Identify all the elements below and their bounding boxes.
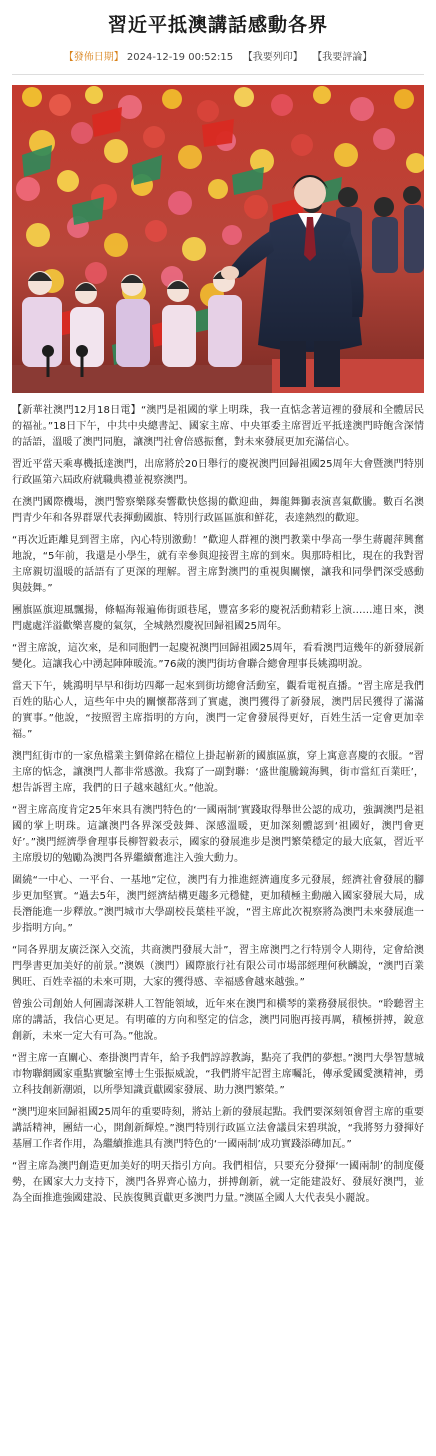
photo-illustration	[12, 85, 424, 393]
article-paragraph: “再次近距離見到習主席，內心特別激動！”歡迎人群裡的澳門教業中學高一學生蔣麗萍興奮地說，“5年前，我還是小學生，就有幸參與迎接習主席的到來。與那時相比，現在的我對習主席親切溫暖的話語有了更深的理解。習主席對澳門的重視與關懷，讓我和同學們深受感動與鼓舞。”	[12, 535, 424, 594]
article-paragraph: 圍繞“一中心、一平台、一基地”定位，澳門有力推進經濟適度多元發展，經濟社會發展的腳步更加堅實。“過去5年，澳門經濟結構更趨多元穩健，更加積極主動融入國家發展大局，成長潛能進一步釋放。”澳門城市大學副校長葉桂平說，“習主席此次視察將為澳門未來發展進一步指明方向。”	[12, 875, 424, 934]
article-paragraph: 【新華社澳門12月18日電】“澳門是祖國的掌上明珠，我一直惦念著這裡的發展和全體居民的福祉。”18日下午，中共中央總書記、國家主席、中央軍委主席習近平抵達澳門時飽含深情的話語，溫暖了澳門同胞，讓澳門社會倍感振奮，對未來發展更加充滿信心。	[12, 405, 424, 448]
article-paragraph: 曾強公司創始人何圖壽深耕人工智能領域，近年來在澳門和橫琴的業務發展很快。“聆聽習主席的講話，我信心更足。有明確的方向和堅定的信念，澳門同胞再接再厲，積極拼搏，銳意創新，未來一定大有可為。”他說。	[12, 999, 424, 1042]
article-paragraph: “習主席為澳門創造更加美好的明天指引方向。我們相信，只要充分發揮‘一國兩制’的制度優勢，在國家大力支持下，澳門各界齊心協力，拼搏創新，就一定能建設好、發展好澳門，並為全面推進強國建設、民族復興貢獻更多澳門力量。”澳區全國人大代表吳小麗說。	[12, 1161, 424, 1204]
comment-link[interactable]: 【我要評論】	[312, 52, 373, 63]
article-body	[12, 403, 424, 1207]
article-paragraph: 當天下午，姚鴻明早早和街坊四鄰一起來到街坊總會活動室，觀看電視直播。“習主席是我們百姓的貼心人，這些年中央的關懷都落到了實處，澳門獲得了新發展，澳門居民獲得了滿滿的實事。”他說，“按照習主席指明的方向，澳門一定會發展得更好，百姓生活一定會更加幸福。”	[12, 681, 424, 740]
divider	[12, 74, 424, 75]
article-title: 習近平抵澳講話感動各界	[107, 14, 328, 36]
news-photo	[12, 85, 424, 393]
publish-date-label: 【發佈日期】	[63, 52, 124, 63]
article-paragraph: 在澳門國際機場，澳門警察樂隊奏響歡快悠揚的歡迎曲，舞龍舞獅表演喜氣歡騰。數百名澳門青少年和各界群眾代表揮動國旗、特別行政區區旗和鮮花，表達熱烈的歡迎。	[12, 497, 424, 524]
article-paragraph: “澳門迎來回歸祖國25周年的重要時刻，將站上新的發展起點。我們要深刻領會習主席的重要講話精神，團結一心，開創新輝煌。”澳門特別行政區立法會議員宋碧琪說，“我將努力發揮好基層工作者作用，為繼續推進具有澳門特色的‘一國兩制’成功實踐添磚加瓦。”	[12, 1107, 424, 1150]
publish-datetime: 2024-12-19 00:52:15	[126, 52, 234, 63]
article-meta	[0, 48, 436, 64]
article-paragraph: “習主席一直關心、牽掛澳門青年，給予我們諄諄教誨，點亮了我們的夢想。”澳門大學智慧城市物聯網國家重點實驗室博士生張振威說，“我們將牢記習主席囑託，傳承愛國愛澳精神，勇立科技創新潮頭，以所學知識貢獻國家發展、助力澳門繁榮。”	[12, 1053, 424, 1096]
article-paragraph: “習主席高度肯定25年來具有澳門特色的‘一國兩制’實踐取得舉世公認的成功，強調澳門是祖國的掌上明珠。這讓澳門各界深受鼓舞、深感溫暖，更加深刻體認到‘祖國好，澳門會更好’。”澳門經濟學會理事長柳智毅表示，國家的發展進步是澳門繁榮穩定的最大底氣，習近平主席殷切的勉勵為澳門各界繼續奮進注入強大動力。	[12, 805, 424, 864]
article-paragraph: “同各界朋友廣泛深入交流，共商澳門發展大計”，習主席澳門之行特別令人期待，定會給澳門學書更加美好的前景。”澳娛（澳門）國際旅行社有限公司市場部經理何秋麟說，“澳門百業興旺、百姓幸福的未來可期，大家的獲得感、幸福感會越來越強。”	[12, 945, 424, 988]
article-paragraph: 澳門紅街市的一家魚檔業主劉偉銘在檔位上掛起嶄新的國旗區旗，穿上寓意喜慶的衣服。“習主席的惦念，讓澳門人都非常感激。我寫了一副對聯：‘盛世龍騰鏡海興，街市當紅百業旺’，想告訴習主席，我們的日子越來越紅火。”他說。	[12, 751, 424, 794]
article-paragraph: “習主席說，這次來，是和同胞們一起慶祝澳門回歸祖國25周年，看看澳門這幾年的新發展新變化。這讓我心中湧起陣陣暖流。”76歲的澳門街坊會聯合總會理事長姚鴻明說。	[12, 643, 424, 670]
article-paragraph: 習近平當天乘專機抵達澳門，出席將於20日舉行的慶祝澳門回歸祖國25周年大會暨澳門特別行政區第六屆政府就職典禮並視察澳門。	[12, 459, 424, 486]
print-link[interactable]: 【我要列印】	[242, 52, 303, 63]
article-paragraph: 團旗區旗迎風飄揚，條幅海報遍佈街頭巷尾，豐富多彩的慶祝活動精彩上演……連日來，澳門處處洋溢歡樂喜慶的氣氛，全城熱烈慶祝回歸祖國25周年。	[12, 605, 424, 632]
